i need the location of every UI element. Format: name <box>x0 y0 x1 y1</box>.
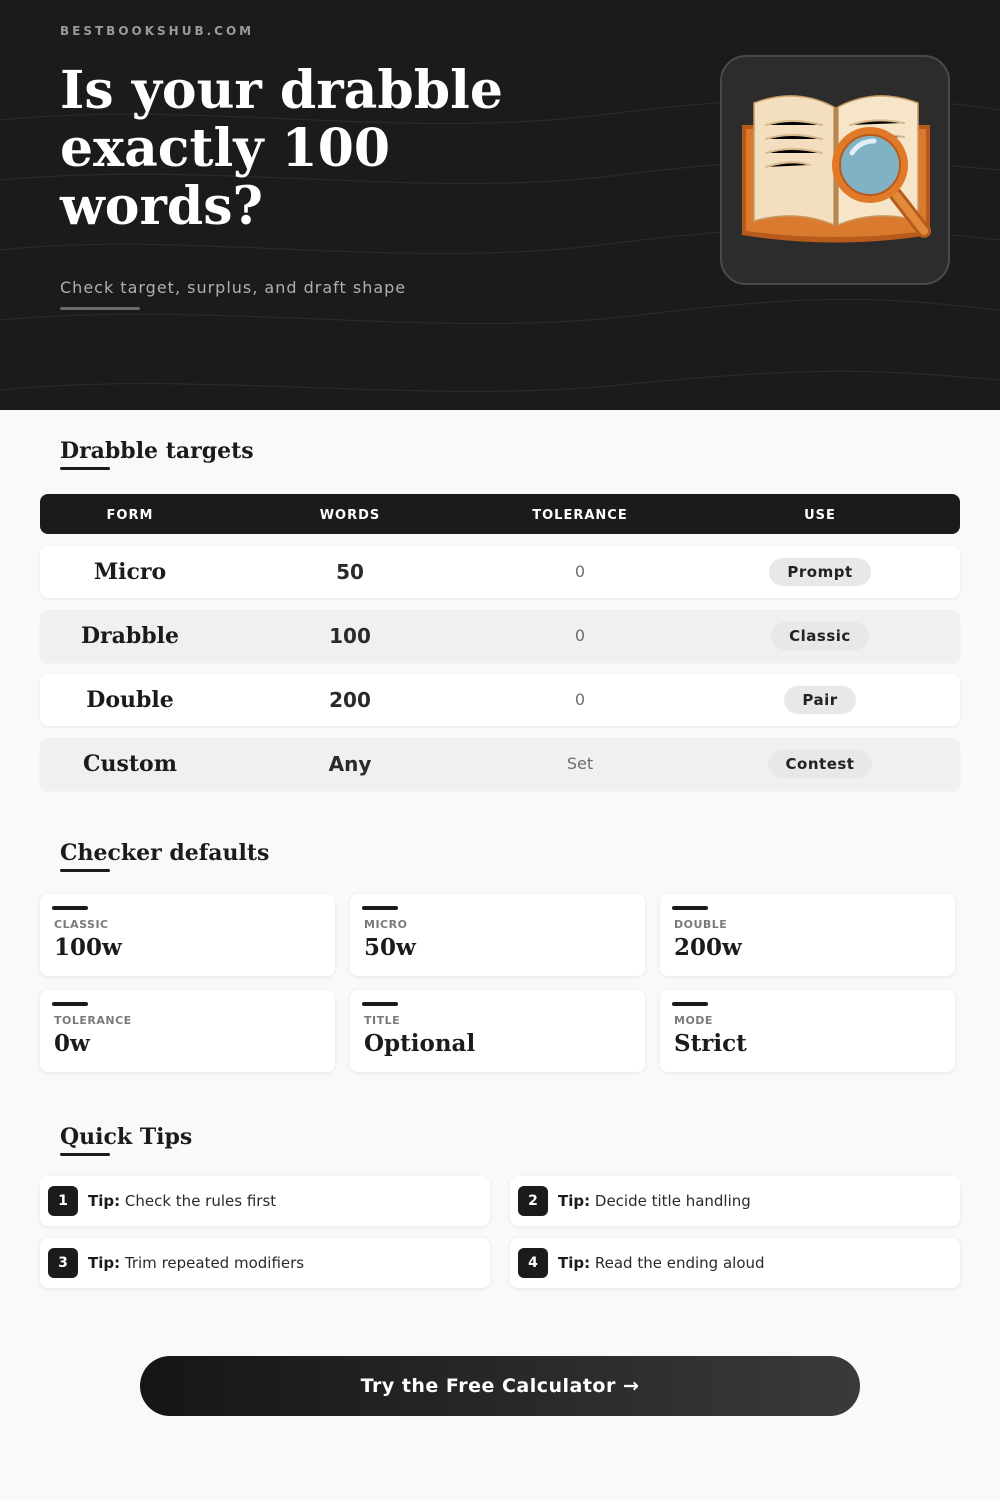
table-row <box>40 610 960 662</box>
card-value: 0w <box>54 1030 90 1057</box>
hero-banner <box>0 0 1000 410</box>
row-tolerance: 0 <box>574 690 586 709</box>
tip-item <box>510 1238 960 1288</box>
tip-prefix: Tip: <box>88 1254 121 1272</box>
tip-text <box>558 1176 751 1226</box>
open-book-magnifier-icon <box>736 85 936 255</box>
card-label: TOLERANCE <box>54 1014 132 1027</box>
row-use <box>720 738 920 790</box>
row-words: 200 <box>329 688 371 712</box>
page-subtitle: Check target, surplus, and draft shape <box>60 278 407 297</box>
card-value: Strict <box>674 1030 747 1057</box>
default-card-title <box>350 990 645 1072</box>
free-calculator-button[interactable]: Try the Free Calculator → <box>140 1356 860 1416</box>
default-card-classic <box>40 894 335 976</box>
card-value: Optional <box>364 1030 476 1057</box>
card-label: DOUBLE <box>674 918 728 931</box>
tip-body: Check the rules first <box>124 1192 277 1210</box>
use-badge: Contest <box>768 750 873 778</box>
row-form: Double <box>86 687 174 713</box>
card-accent-bar <box>52 1002 88 1006</box>
targets-table-header <box>40 494 960 534</box>
page-title: Is your drabble exactly 100 words? <box>60 60 503 237</box>
row-form: Drabble <box>80 623 180 649</box>
tip-body: Read the ending aloud <box>594 1254 765 1272</box>
hero-icon-tile <box>720 55 950 285</box>
card-label: TITLE <box>364 1014 401 1027</box>
row-form: Micro <box>93 559 167 585</box>
card-label: CLASSIC <box>54 918 109 931</box>
tip-item <box>40 1176 490 1226</box>
subtitle-underline <box>60 307 140 310</box>
row-tolerance: 0 <box>574 626 586 645</box>
tip-number-badge: 2 <box>518 1186 548 1216</box>
row-use <box>720 674 920 726</box>
tip-number-badge: 4 <box>518 1248 548 1278</box>
use-badge: Pair <box>784 686 855 714</box>
use-badge: Prompt <box>769 558 870 586</box>
section-heading-tips: Quick Tips <box>60 1124 193 1150</box>
default-card-mode <box>660 990 955 1072</box>
column-header-form: FORM <box>106 508 154 523</box>
row-form: Custom <box>82 751 177 777</box>
tip-item <box>40 1238 490 1288</box>
table-row <box>40 674 960 726</box>
tip-prefix: Tip: <box>558 1192 591 1210</box>
row-tolerance: 0 <box>574 562 586 581</box>
section-heading-targets: Drabble targets <box>60 438 254 464</box>
tip-number-badge: 1 <box>48 1186 78 1216</box>
tip-prefix: Tip: <box>88 1192 121 1210</box>
table-row <box>40 738 960 790</box>
column-header-words: WORDS <box>319 508 381 523</box>
default-card-tolerance <box>40 990 335 1072</box>
card-accent-bar <box>672 906 708 910</box>
tip-text <box>558 1238 765 1288</box>
default-card-micro <box>350 894 645 976</box>
table-row <box>40 546 960 598</box>
row-words: 50 <box>336 560 364 584</box>
row-words: 100 <box>329 624 371 648</box>
column-header-tolerance: TOLERANCE <box>532 508 628 523</box>
card-label: MICRO <box>364 918 408 931</box>
tip-body: Decide title handling <box>594 1192 751 1210</box>
tip-text <box>88 1238 304 1288</box>
heading-underline <box>60 869 110 872</box>
row-words: Any <box>328 752 372 776</box>
card-accent-bar <box>672 1002 708 1006</box>
card-accent-bar <box>362 1002 398 1006</box>
use-badge: Classic <box>771 622 869 650</box>
card-value: 100w <box>54 934 122 961</box>
column-header-use: USE <box>804 508 836 523</box>
tip-number-badge: 3 <box>48 1248 78 1278</box>
card-accent-bar <box>362 906 398 910</box>
row-tolerance: Set <box>566 754 594 773</box>
default-card-double <box>660 894 955 976</box>
tip-prefix: Tip: <box>558 1254 591 1272</box>
card-value: 50w <box>364 934 416 961</box>
heading-underline <box>60 467 110 470</box>
card-accent-bar <box>52 906 88 910</box>
site-name[interactable]: BESTBOOKSHUB.COM <box>60 24 255 38</box>
row-use <box>720 546 920 598</box>
card-label: MODE <box>674 1014 713 1027</box>
tip-body: Trim repeated modifiers <box>124 1254 305 1272</box>
heading-underline <box>60 1153 110 1156</box>
tip-text <box>88 1176 276 1226</box>
card-value: 200w <box>674 934 742 961</box>
tip-item <box>510 1176 960 1226</box>
section-heading-defaults: Checker defaults <box>60 840 270 866</box>
row-use <box>720 610 920 662</box>
